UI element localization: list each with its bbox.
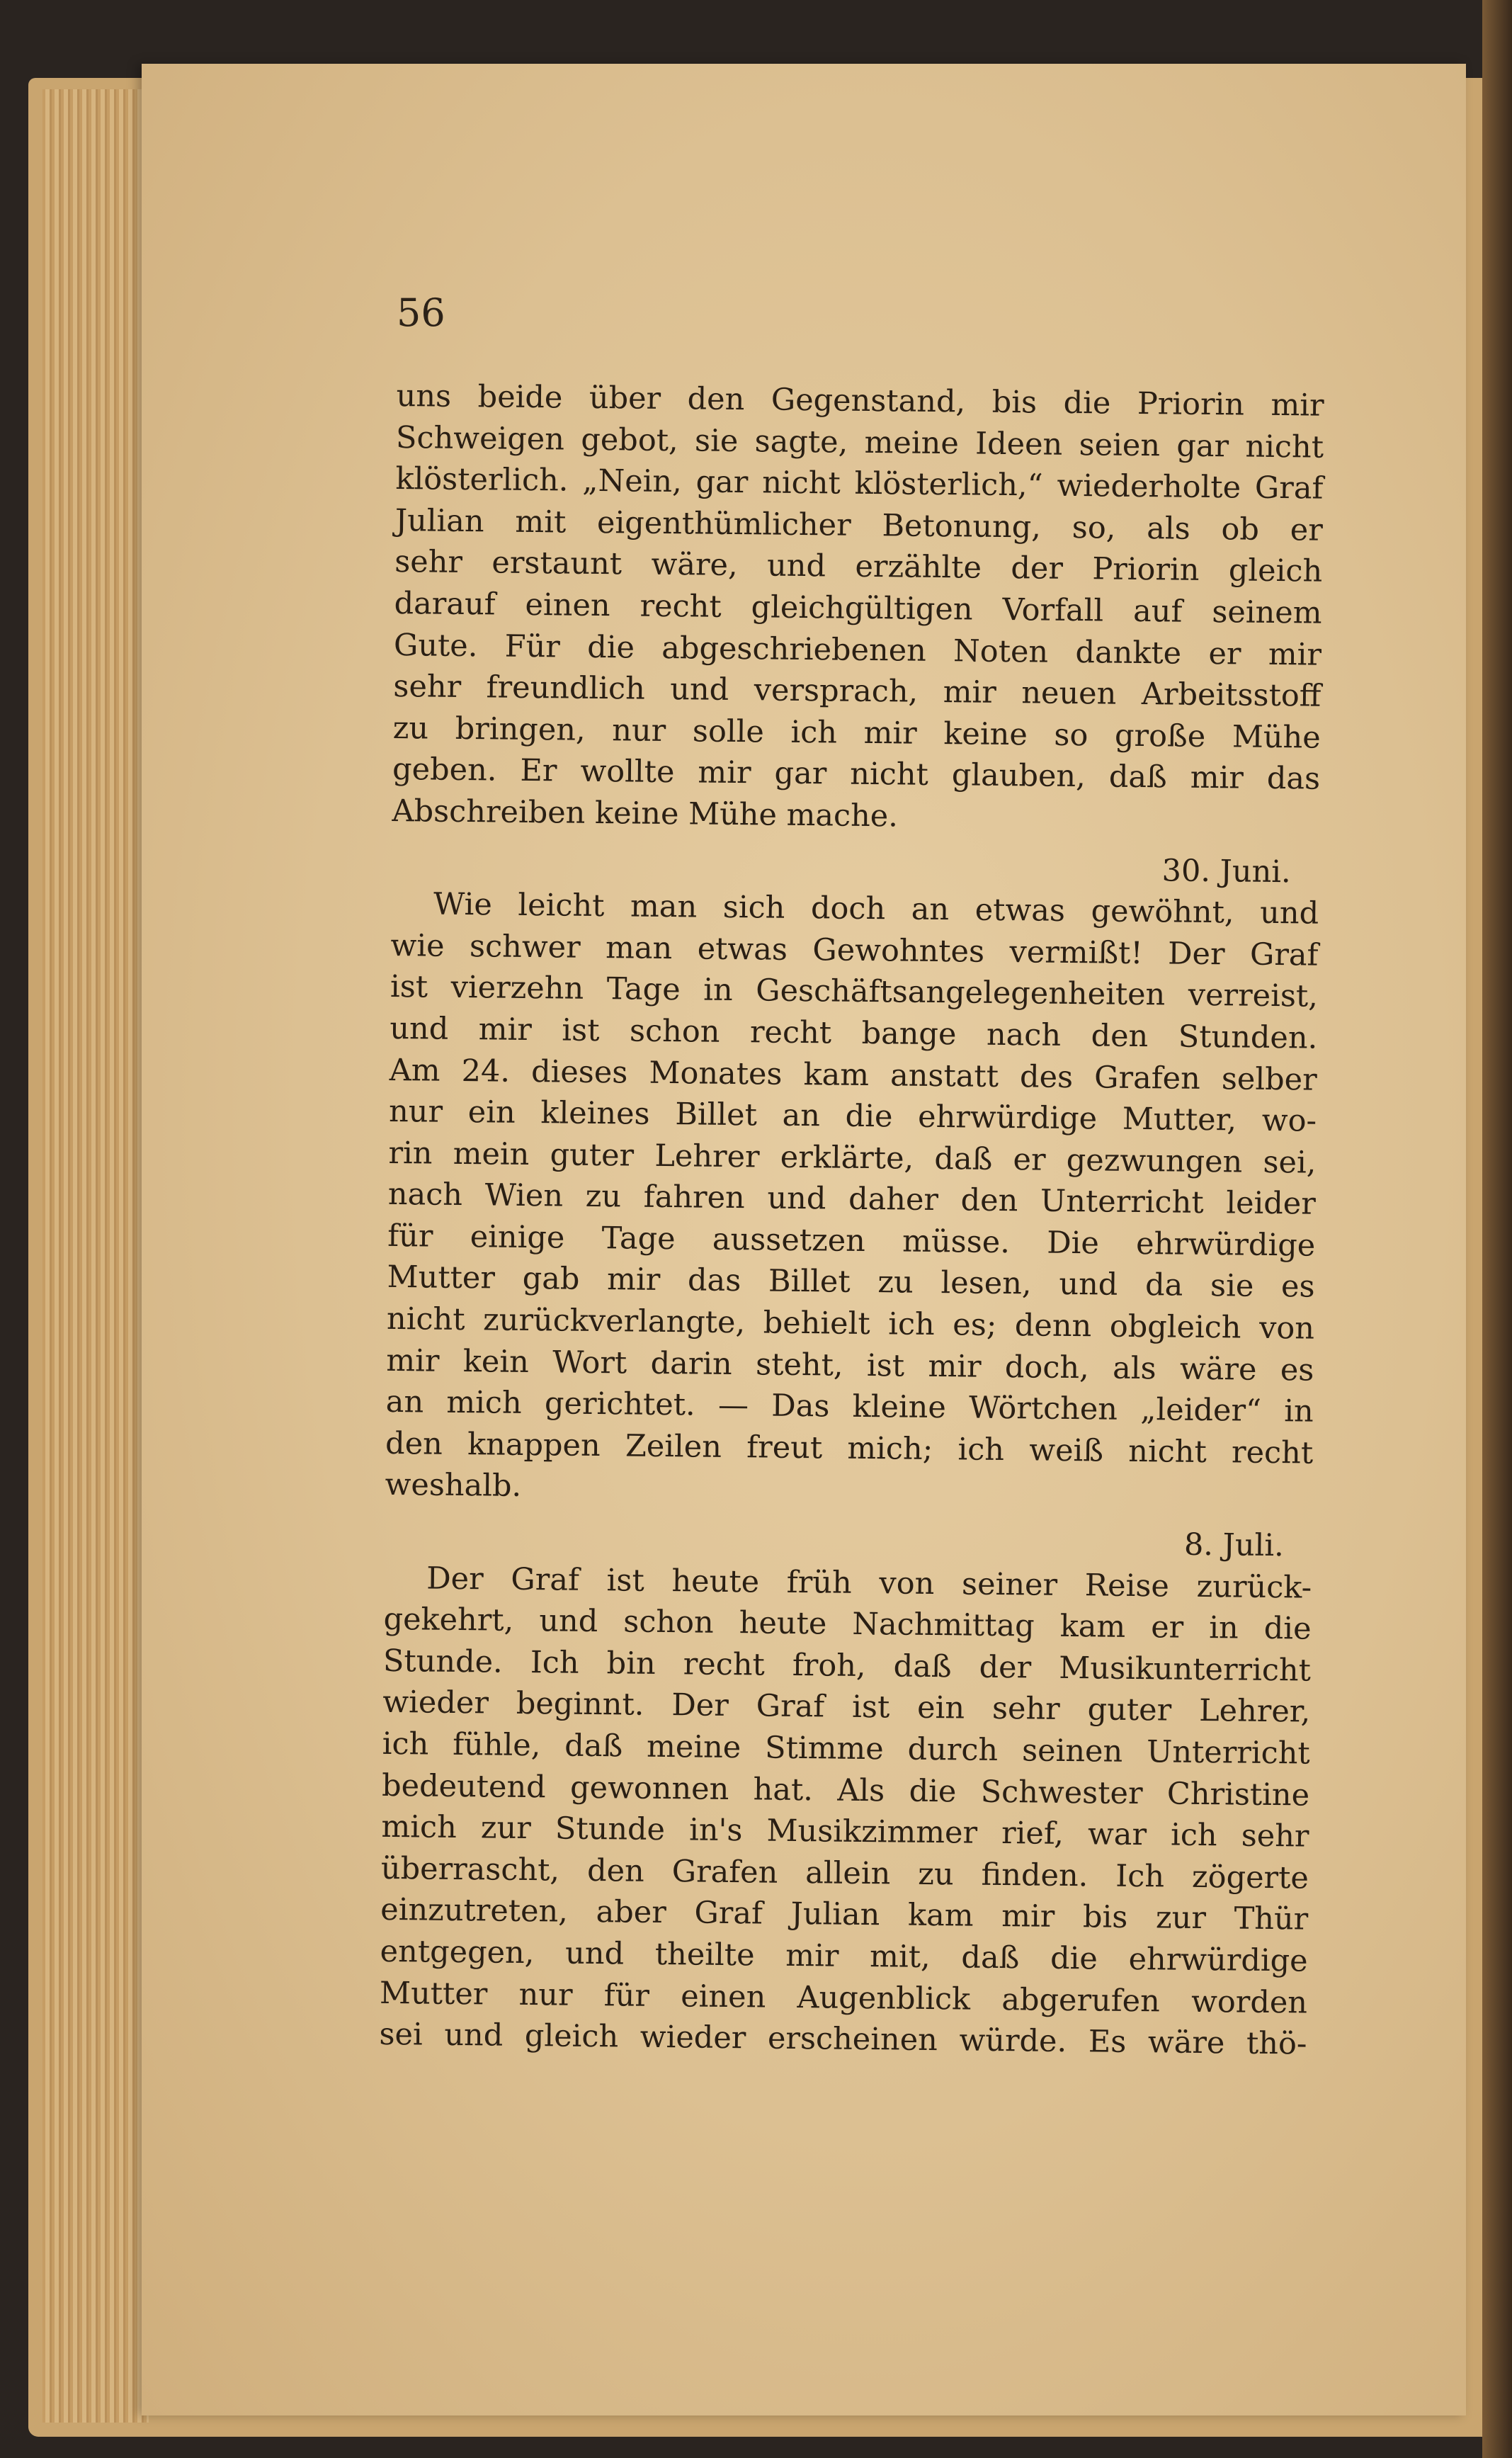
text-line: an mich gerichtet. — Das kleine Wörtchen „leider“ in bbox=[385, 1384, 1314, 1429]
text-line: ich fühle, daß meine Stimme durch seinen Unterricht bbox=[382, 1726, 1310, 1772]
text-line: Mutter gab mir das Billet zu lesen, und da sie es bbox=[387, 1259, 1315, 1306]
text-line: zu bringen, nur solle ich mir keine so große Mühe bbox=[392, 710, 1321, 756]
text-line: klösterlich. „Nein, gar nicht klösterlich,“ wiederholte Graf bbox=[395, 461, 1324, 506]
text-line: nach Wien zu fahren und daher den Unterricht leider bbox=[387, 1177, 1317, 1222]
paragraph-2 bbox=[385, 883, 1319, 1516]
text-line: ist vierzehn Tage in Geschäftsangelegenheiten verreist, bbox=[390, 969, 1319, 1014]
text-line: darauf einen recht gleichgültigen Vorfall auf seinem bbox=[394, 585, 1322, 631]
text-line: nicht zurückverlangte, behielt ich es; denn obgleich von bbox=[386, 1301, 1315, 1347]
text-line: sehr erstaunt wäre, und erzählte der Priorin gleich bbox=[394, 544, 1323, 590]
text-line: den knappen Zeilen freut mich; ich weiß nicht recht bbox=[385, 1425, 1314, 1471]
paragraph-3 bbox=[379, 1558, 1312, 2066]
text-line: Der Graf ist heute früh von seiner Reise zurück- bbox=[426, 1561, 1312, 1606]
text-line: mir kein Wort darin steht, ist mir doch, als wäre es bbox=[386, 1342, 1314, 1388]
text-line: wieder beginnt. Der Graf ist ein sehr guter Lehrer, bbox=[382, 1684, 1311, 1731]
text-line: gekehrt, und schon heute Nachmittag kam er in die bbox=[383, 1602, 1312, 1647]
text-line: Gute. Für die abgeschriebenen Noten dankte er mir bbox=[393, 627, 1322, 673]
text-line: Schweigen gebot, sie sagte, meine Ideen seien gar nicht bbox=[395, 419, 1324, 465]
book-binding-edge bbox=[1482, 0, 1512, 2458]
text-line: und mir ist schon recht bange nach den Stunden. bbox=[390, 1010, 1318, 1056]
text-line: überrascht, den Grafen allein zu finden. Ich zögerte bbox=[380, 1850, 1309, 1896]
text-line: einzutreten, aber Graf Julian kam mir bis zur Thür bbox=[380, 1892, 1309, 1937]
diary-date: 8. Juli. bbox=[1183, 1527, 1285, 1564]
text-line: geben. Er wollte mir gar nicht glauben, daß mir das bbox=[392, 752, 1321, 798]
text-line: weshalb. bbox=[385, 1467, 522, 1505]
text-line: mich zur Stunde in's Musikzimmer rief, war ich sehr bbox=[381, 1809, 1309, 1854]
page-number: 56 bbox=[397, 290, 445, 335]
text-line: Mutter nur für einen Augenblick abgerufen worden bbox=[379, 1975, 1308, 2021]
text-line: Julian mit eigenthümlicher Betonung, so, als ob er bbox=[394, 502, 1324, 548]
text-line: bedeutend gewonnen hat. Als die Schwester Christine bbox=[381, 1767, 1310, 1813]
text-line: Wie leicht man sich doch an etwas gewöhnt, und bbox=[433, 886, 1319, 931]
text-line: sei und gleich wieder erscheinen würde. Es wäre thö- bbox=[379, 2017, 1307, 2062]
text-line: wie schwer man etwas Gewohntes vermißt! Der Graf bbox=[390, 927, 1319, 973]
text-line: Stunde. Ich bin recht froh, daß der Musikunterricht bbox=[382, 1643, 1312, 1689]
text-line: sehr freundlich und versprach, mir neuen Arbeitsstoff bbox=[393, 669, 1321, 714]
text-block bbox=[379, 375, 1324, 2065]
paragraph-1 bbox=[392, 375, 1324, 842]
text-line: Am 24. dieses Monates kam anstatt des Grafen selber bbox=[389, 1052, 1317, 1098]
text-line: Abschreiben keine Mühe mache. bbox=[392, 793, 899, 834]
text-line: rin mein guter Lehrer erklärte, daß er gezwungen sei, bbox=[388, 1135, 1317, 1181]
text-line: nur ein kleines Billet an die ehrwürdige Mutter, wo- bbox=[388, 1094, 1317, 1139]
text-line: uns beide über den Gegenstand, bis die Priorin mir bbox=[396, 378, 1324, 424]
diary-date: 30. Juni. bbox=[1161, 852, 1291, 890]
text-line: entgegen, und theilte mir mit, daß die ehrwürdige bbox=[380, 1933, 1308, 1979]
text-line: für einige Tage aussetzen müsse. Die ehrwürdige bbox=[387, 1218, 1316, 1264]
